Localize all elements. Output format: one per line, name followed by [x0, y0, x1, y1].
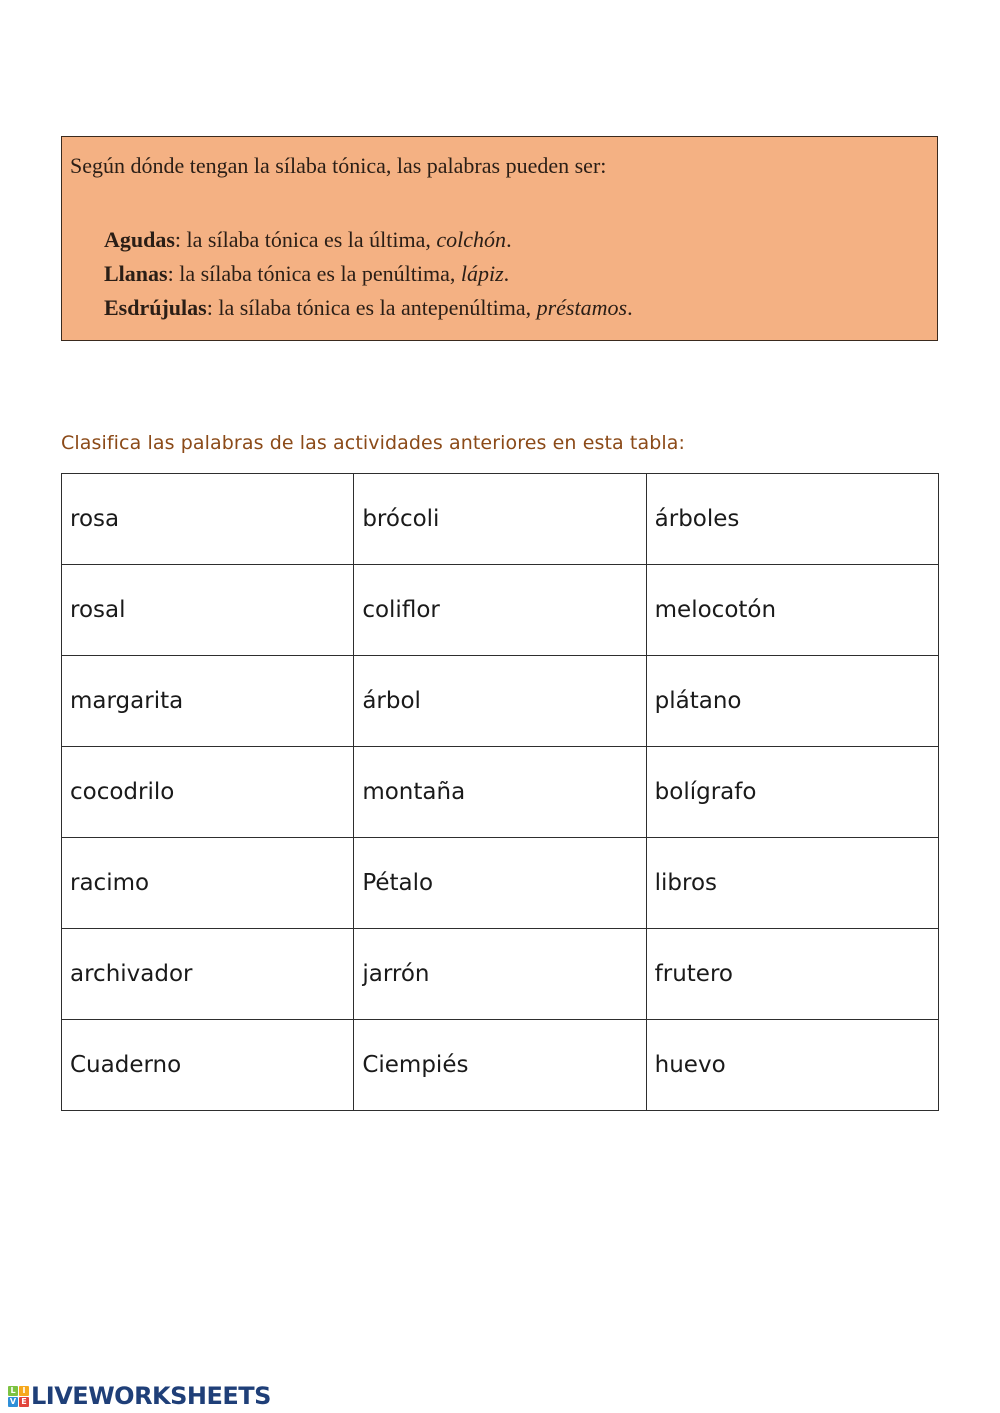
word-cell[interactable]: árbol [354, 656, 646, 747]
word-cell[interactable]: melocotón [646, 565, 938, 656]
rule-agudas [104, 223, 633, 257]
rule-esdrujulas [104, 291, 633, 325]
rule-llanas [104, 257, 633, 291]
rule-example: lápiz [460, 261, 504, 286]
rule-end: . [506, 227, 512, 252]
word-cell[interactable]: frutero [646, 929, 938, 1020]
rule-term: Agudas [104, 227, 175, 252]
rule-term: Esdrújulas [104, 295, 207, 320]
word-cell[interactable]: Cuaderno [62, 1020, 354, 1111]
word-cell[interactable]: jarrón [354, 929, 646, 1020]
word-cell[interactable]: brócoli [354, 474, 646, 565]
table-row [62, 656, 939, 747]
word-cell[interactable]: racimo [62, 838, 354, 929]
rule-term: Llanas [104, 261, 168, 286]
intro-text: Según dónde tengan la sílaba tónica, las palabras pueden ser: [70, 153, 607, 178]
table-row [62, 474, 939, 565]
word-cell[interactable]: libros [646, 838, 938, 929]
rule-example: préstamos [536, 295, 628, 320]
table-row [62, 565, 939, 656]
rules-list [104, 223, 633, 325]
word-cell[interactable]: margarita [62, 656, 354, 747]
live-blocks-icon [8, 1386, 29, 1407]
rule-text: : la sílaba tónica es la antepenúltima, [206, 295, 537, 320]
word-cell[interactable]: Ciempiés [354, 1020, 646, 1111]
logo-letter: L [8, 1386, 18, 1396]
logo-letter: V [9, 1397, 17, 1406]
word-cell[interactable]: plátano [646, 656, 938, 747]
logo-letter: E [19, 1397, 29, 1407]
word-cell[interactable]: rosal [62, 565, 354, 656]
word-cell[interactable]: archivador [62, 929, 354, 1020]
word-cell[interactable]: árboles [646, 474, 938, 565]
rule-text: : la sílaba tónica es la última, [174, 227, 437, 252]
word-cell[interactable]: bolígrafo [646, 747, 938, 838]
liveworksheets-logo[interactable] [8, 1382, 271, 1410]
word-cell[interactable]: Pétalo [354, 838, 646, 929]
table-row [62, 929, 939, 1020]
rule-text: : la sílaba tónica es la penúltima, [167, 261, 461, 286]
rule-example: colchón [436, 227, 507, 252]
logo-letter: I [19, 1386, 29, 1396]
rule-end: . [503, 261, 510, 286]
word-cell[interactable]: coliflor [354, 565, 646, 656]
instruction-heading: Clasifica las palabras de las actividades anteriores en esta tabla: [61, 432, 686, 454]
table-row [62, 1020, 939, 1111]
info-box [61, 136, 938, 341]
table-row [62, 747, 939, 838]
word-cell[interactable]: cocodrilo [62, 747, 354, 838]
word-cell[interactable]: montaña [354, 747, 646, 838]
brand-name: LIVEWORKSHEETS [31, 1382, 271, 1410]
word-table [61, 473, 939, 1111]
rule-end: . [627, 295, 633, 320]
table-row [62, 838, 939, 929]
word-cell[interactable]: huevo [646, 1020, 938, 1111]
word-cell[interactable]: rosa [62, 474, 354, 565]
